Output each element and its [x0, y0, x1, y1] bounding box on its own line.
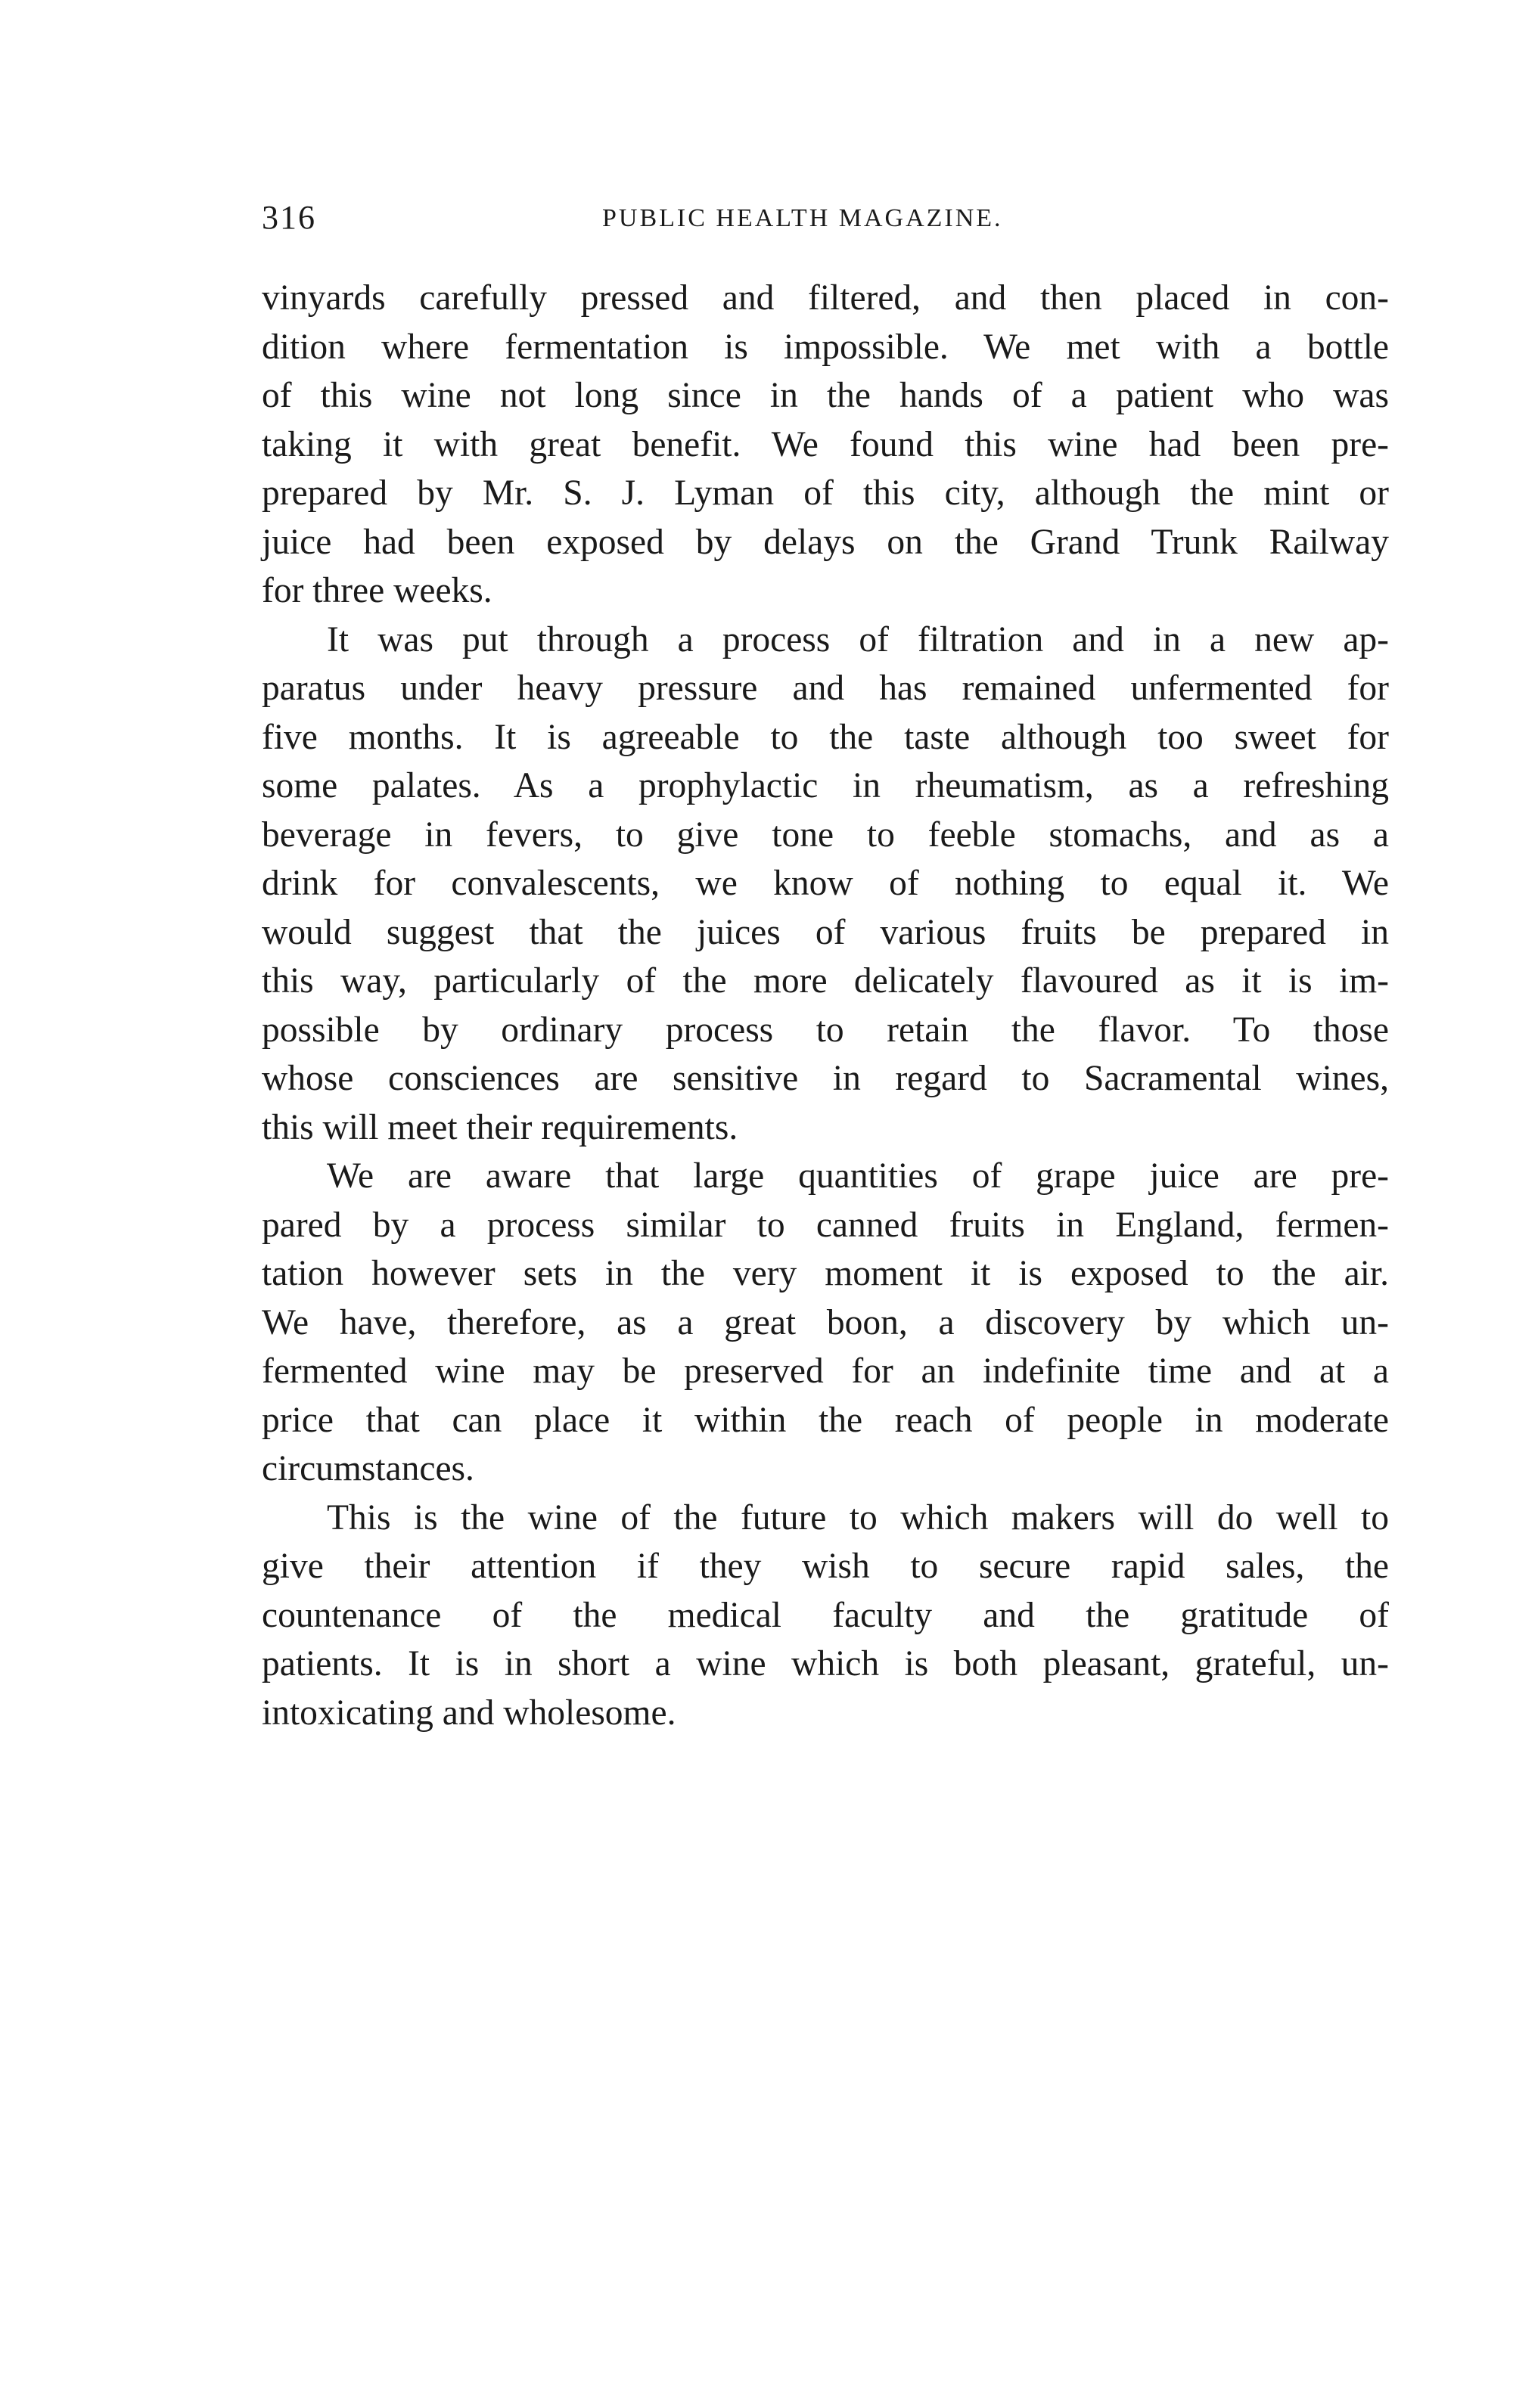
page-number: 316: [262, 199, 316, 236]
text-line: We have, therefore, as a great boon, a discovery by which un-: [262, 1302, 1389, 1342]
text-line: fermented wine may be preserved for an indefinite time and at a: [262, 1351, 1389, 1391]
text-line: intoxicating and wholesome.: [262, 1693, 676, 1733]
text-line: price that can place it within the reach of people in moderate: [262, 1400, 1389, 1440]
text-line: give their attention if they wish to secure rapid sales, the: [262, 1547, 1389, 1586]
text-line: of this wine not long since in the hands of a patient who was: [262, 376, 1389, 415]
text-line: prepared by Mr. S. J. Lyman of this city, although the mint or: [262, 473, 1389, 513]
text-line: vinyards carefully pressed and filtered, and then placed in con-: [262, 278, 1389, 318]
text-line: circumstances.: [262, 1449, 474, 1488]
text-line: This is the wine of the future to which makers will do well to: [327, 1497, 1389, 1538]
text-line: taking it with great benefit. We found this wine had been pre-: [262, 424, 1389, 464]
text-line: paratus under heavy pressure and has remained unfermented for: [262, 669, 1389, 708]
text-line: some palates. As a prophylactic in rheumatism, as a refreshing: [262, 766, 1389, 805]
paragraph-2: [262, 616, 1389, 1153]
text-line: whose consciences are sensitive in regard to Sacramental wines,: [262, 1059, 1389, 1098]
paragraph-4: [262, 1494, 1389, 1738]
text-line: juice had been exposed by delays on the Grand Trunk Railway: [262, 522, 1389, 562]
text-line: We are aware that large quantities of grape juice are pre-: [327, 1156, 1389, 1196]
running-head: [262, 198, 1381, 244]
text-line: dition where fermentation is impossible. We met with a bottle: [262, 327, 1389, 367]
text-line: countenance of the medical faculty and the gratitude of: [262, 1595, 1389, 1635]
text-line: would suggest that the juices of various fruits be prepared in: [262, 912, 1389, 952]
text-line: for three weeks.: [262, 571, 492, 610]
text-line: five months. It is agreeable to the taste although too sweet for: [262, 717, 1389, 757]
text-line: patients. It is in short a wine which is both pleasant, grateful, un-: [262, 1644, 1389, 1683]
text-line: It was put through a process of filtration and in a new ap-: [327, 619, 1389, 659]
text-line: beverage in fevers, to give tone to feeble stomachs, and as a: [262, 815, 1389, 855]
text-line: this will meet their requirements.: [262, 1107, 738, 1147]
running-title: PUBLIC HEALTH MAGAZINE.: [602, 204, 1003, 232]
text-line: drink for convalescents, we know of nothing to equal it. We: [262, 864, 1389, 903]
body-text: [262, 274, 1389, 1737]
text-line: tation however sets in the very moment it is exposed to the air.: [262, 1254, 1389, 1293]
text-line: possible by ordinary process to retain the flavor. To those: [262, 1010, 1389, 1050]
text-line: this way, particularly of the more delicately flavoured as it is im-: [262, 961, 1389, 1001]
paragraph-1: [262, 274, 1389, 616]
paragraph-3: [262, 1152, 1389, 1494]
text-line: pared by a process similar to canned fruits in England, fermen-: [262, 1205, 1389, 1245]
